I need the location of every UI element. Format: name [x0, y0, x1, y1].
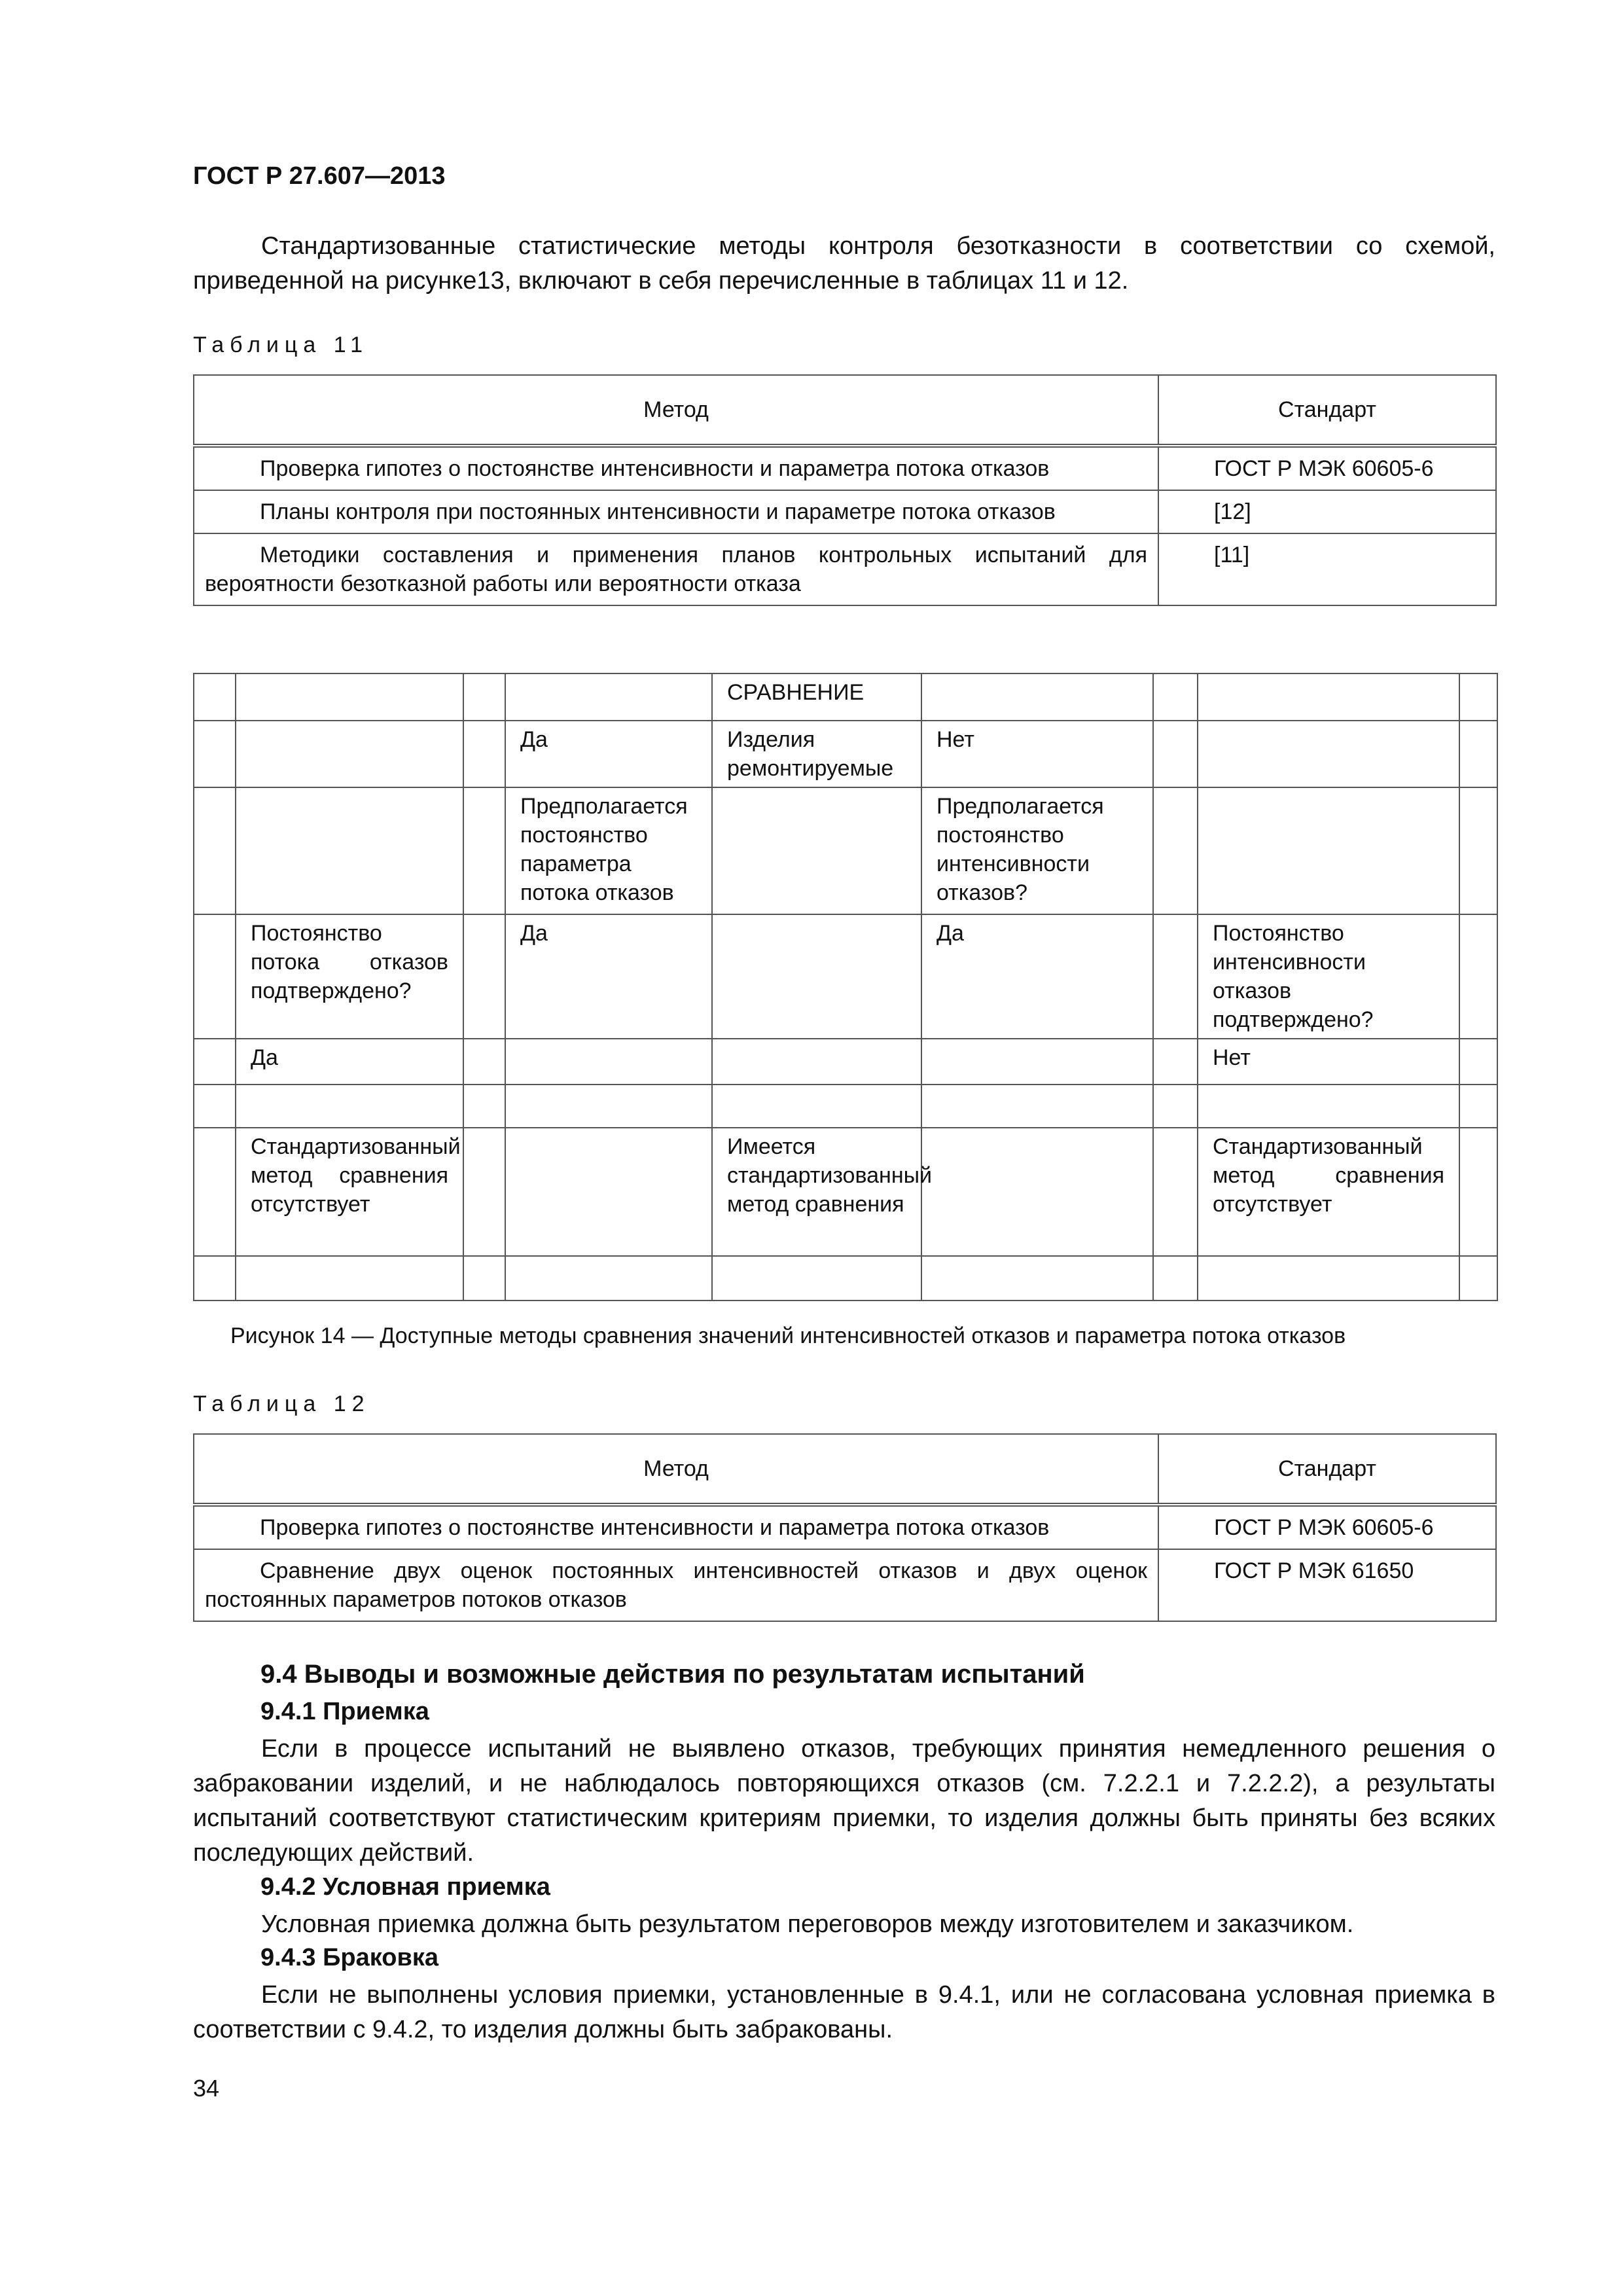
fig-yes-bottom: Да [236, 1039, 463, 1085]
section-9-4-2-title: 9.4.2 Условная приемка [260, 1873, 550, 1901]
page-number: 34 [193, 2075, 220, 2102]
section-9-4-1-text: Если в процессе испытаний не выявлено отказов, требующих принятия немедленного решения о забраковании изделий, и не наблюдалось повторяющихся отказов (см. 7.2.2.1 и 7.2.2.2), а результаты испытаний соответствуют статистическим критериям приемки, то изделия должны быть приняты без всяких последующих действий. [193, 1735, 1495, 1867]
table11-cell-method: Проверка гипотез о постоянстве интенсивности и параметра потока отказов [194, 446, 1158, 490]
table11-cell-standard: [11] [1158, 533, 1496, 605]
fig-yes-mid2: Да [921, 914, 1153, 1039]
section-9-4-title: 9.4 Выводы и возможные действия по результатам испытаний [260, 1660, 1085, 1689]
table11-cell-method: Планы контроля при постоянных интенсивности и параметре потока отказов [194, 490, 1158, 533]
fig-comparison: СРАВНЕНИЕ [712, 673, 921, 721]
section-9-4-3-text: Если не выполнены условия приемки, установленные в 9.4.1, или не согласована условная приемка в соответствии с 9.4.2, то изделия должны быть забракованы. [193, 1981, 1495, 2043]
fig-repairable: Изделия ремонтируемые [712, 721, 921, 787]
document-header: ГОСТ Р 27.607—2013 [193, 162, 446, 190]
fig-yes-left: Да [505, 721, 712, 787]
table11-header-standard: Стандарт [1158, 375, 1496, 446]
table-row [194, 490, 1496, 533]
section-9-4-3-title: 9.4.3 Браковка [260, 1944, 438, 1971]
table-11 [193, 374, 1497, 606]
fig-assume-intensity: Предполагается постоянство интенсивности отказов? [921, 787, 1153, 914]
fig-assume-flow: Предполагается постоянство параметра потока отказов [505, 787, 712, 914]
fig-absent-left: Стандартизованный метод сравнения отсутствует [236, 1128, 463, 1256]
figure-14-caption: Рисунок 14 — Доступные методы сравнения значений интенсивностей отказов и параметра потока отказов [230, 1323, 1346, 1348]
table11-caption: Таблица 11 [193, 332, 369, 357]
intro-paragraph: Стандартизованные статистические методы контроля безотказности в соответствии со схемой, приведенной на рисунке13, включают в себя перечисленные в таблицах 11 и 12. [193, 232, 1495, 295]
fig-intensity-confirmed: Постоянство интенсивности отказов подтверждено? [1198, 914, 1459, 1039]
table-row [194, 446, 1496, 490]
table12-cell-method: Сравнение двух оценок постоянных интенсивностей отказов и двух оценок постоянных параметров потоков отказов [194, 1549, 1158, 1621]
table11-header-method: Метод [194, 375, 1158, 446]
table11-cell-method: Методики составления и применения планов контрольных испытаний для вероятности безотказной работы или вероятности отказа [194, 533, 1158, 605]
table12-header-method: Метод [194, 1434, 1158, 1505]
table-row [194, 1505, 1496, 1549]
table12-cell-standard: ГОСТ Р МЭК 60605-6 [1158, 1505, 1496, 1549]
figure-14-grid [193, 673, 1498, 1301]
section-9-4-1-title: 9.4.1 Приемка [260, 1698, 429, 1725]
fig-flow-confirmed: Постоянство потока отказов подтверждено? [236, 914, 463, 1039]
fig-yes-mid1: Да [505, 914, 712, 1039]
table12-header-standard: Стандарт [1158, 1434, 1496, 1505]
table12-caption: Таблица 12 [193, 1391, 370, 1416]
table11-cell-standard: [12] [1158, 490, 1496, 533]
table-row [194, 1549, 1496, 1621]
table12-cell-method: Проверка гипотез о постоянстве интенсивности и параметра потока отказов [194, 1505, 1158, 1549]
table11-cell-standard: ГОСТ Р МЭК 60605-6 [1158, 446, 1496, 490]
table12-cell-standard: ГОСТ Р МЭК 61650 [1158, 1549, 1496, 1621]
table-row [194, 533, 1496, 605]
fig-no-bottom: Нет [1198, 1039, 1459, 1085]
section-9-4-2-text: Условная приемка должна быть результатом переговоров между изготовителем и заказчиком. [261, 1910, 1354, 1938]
table-12 [193, 1433, 1497, 1622]
fig-absent-right: Стандартизованный метод сравнения отсутствует [1198, 1128, 1459, 1256]
fig-exists-mid: Имеется стандартизованный метод сравнения [712, 1128, 921, 1256]
fig-no-right: Нет [921, 721, 1153, 787]
